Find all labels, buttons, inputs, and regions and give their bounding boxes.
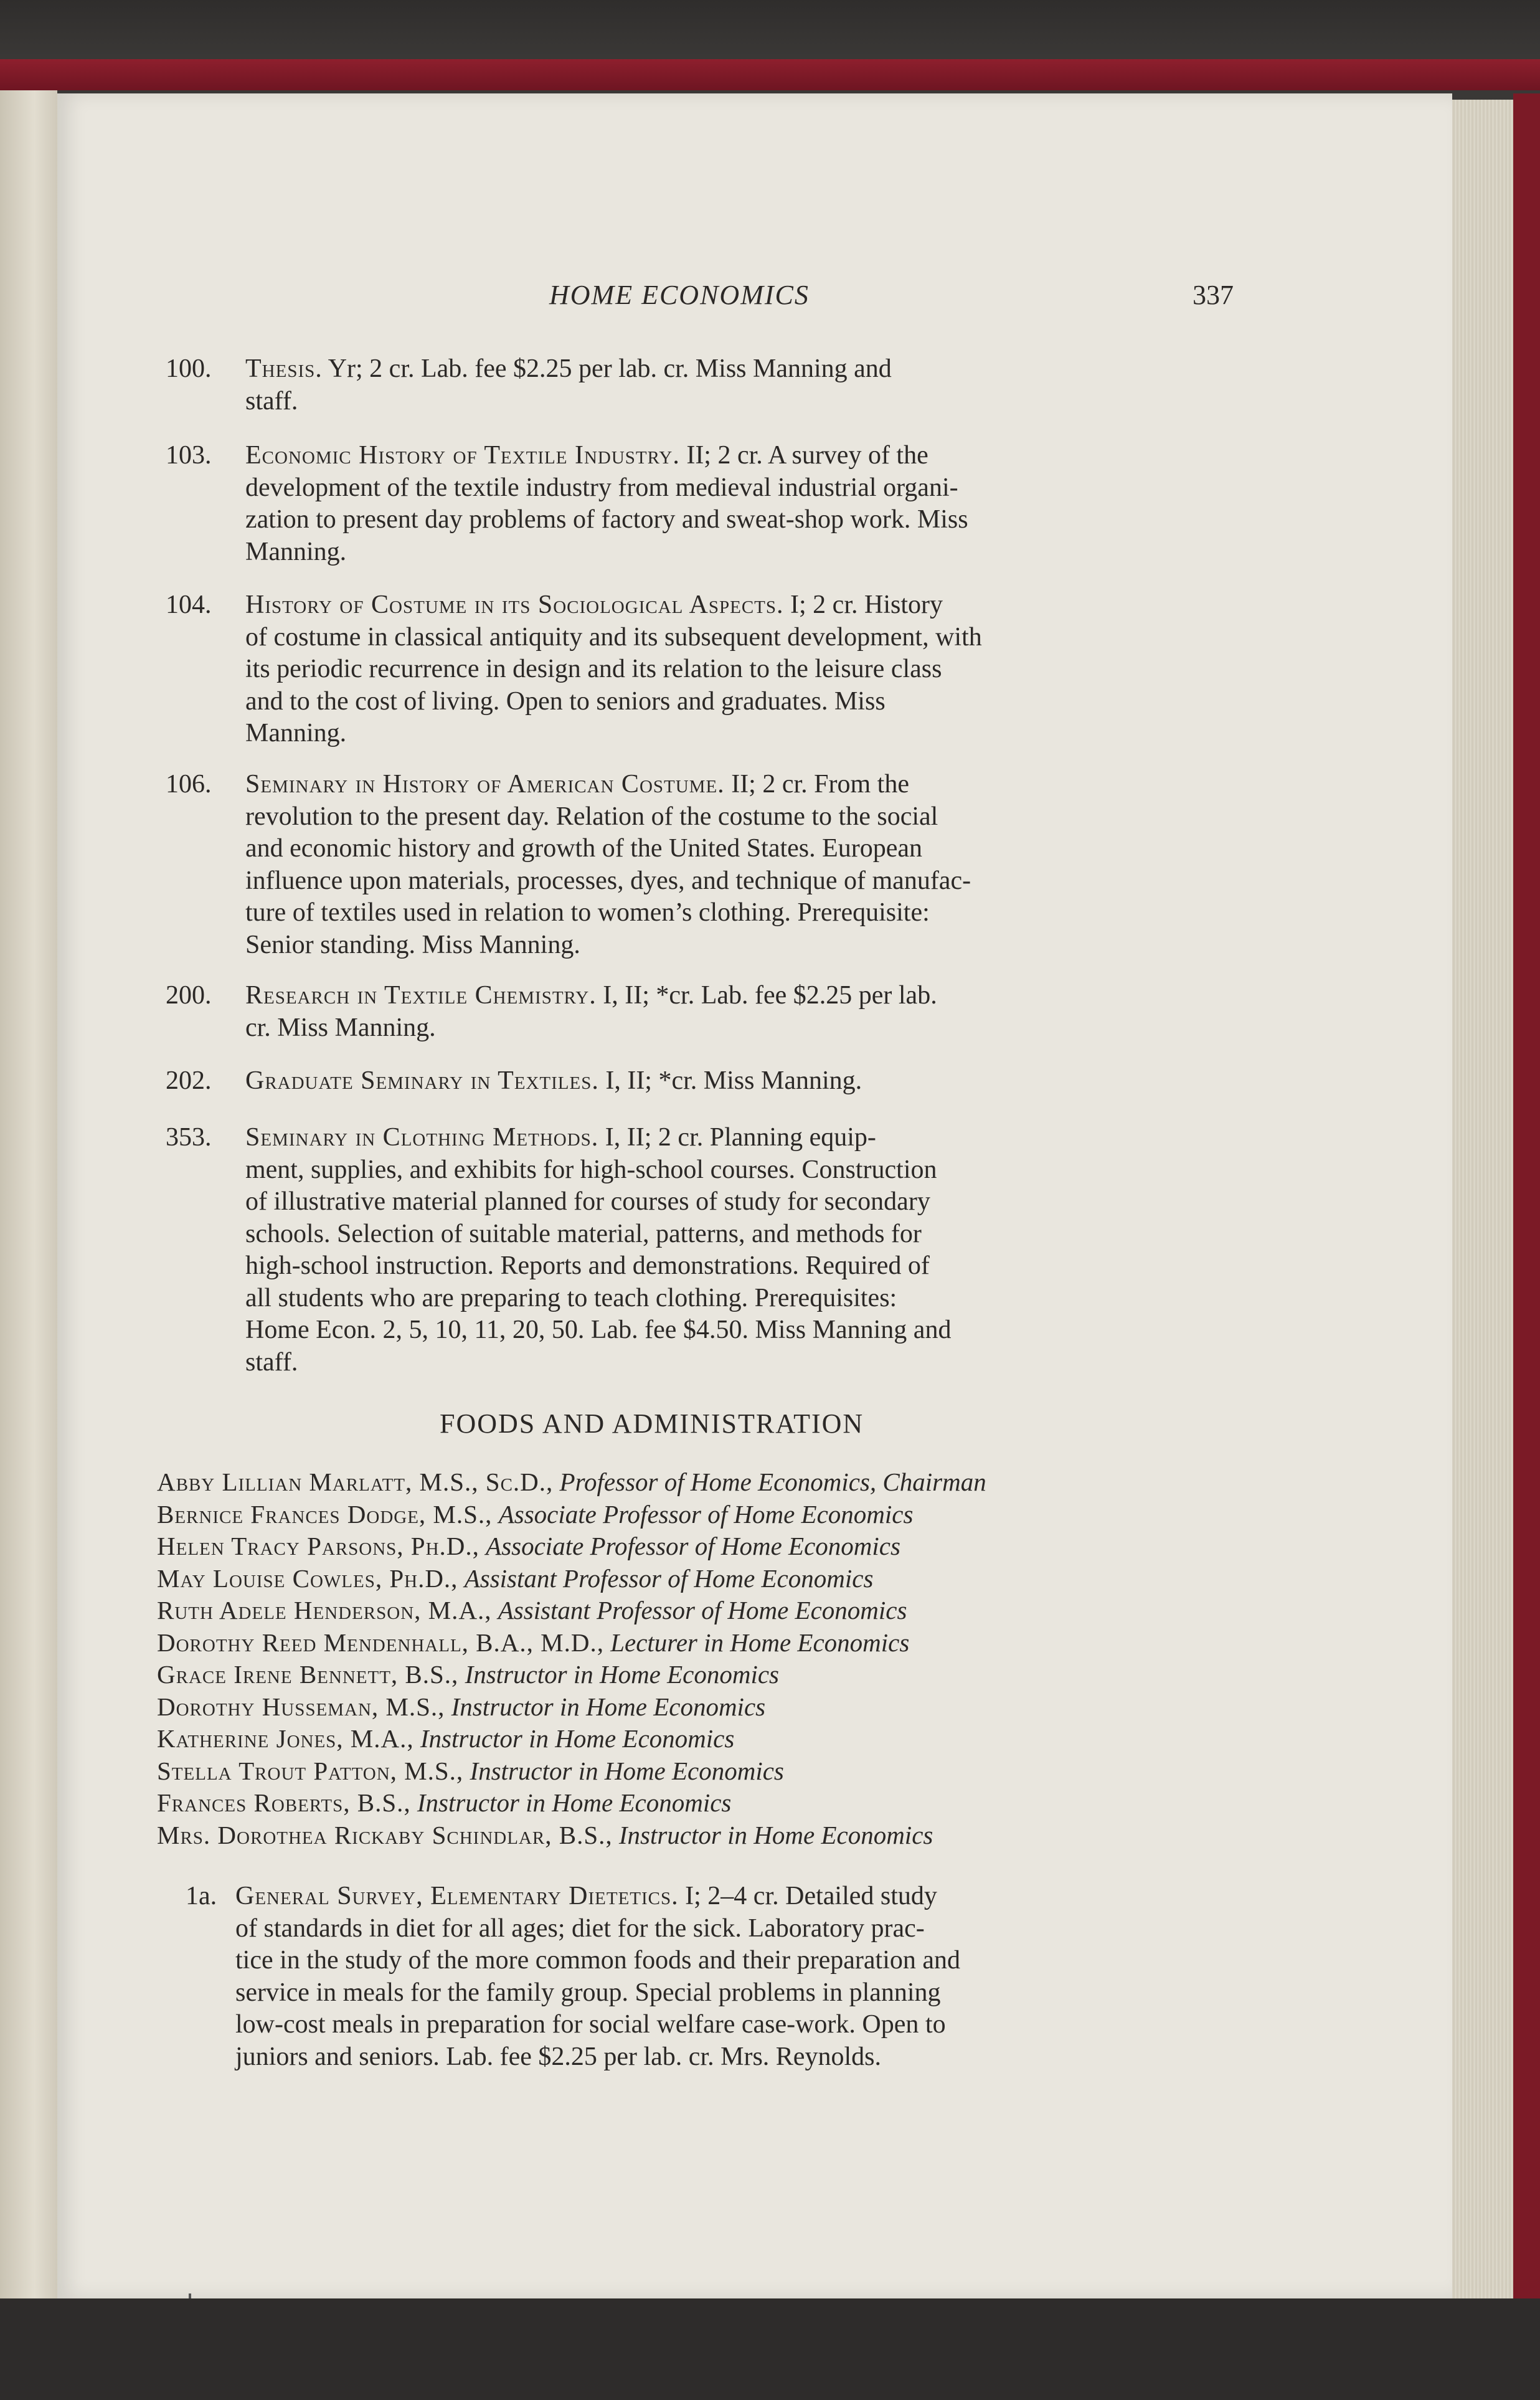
- course-line: of standards in diet for all ages; diet for the sick. Laboratory prac-: [235, 1914, 925, 1943]
- course-entry: [166, 589, 1241, 750]
- course-line: and to the cost of living. Open to seniors and graduates. Miss: [245, 686, 886, 716]
- faculty-row: [157, 1563, 1253, 1595]
- book-binding-band: [0, 59, 1540, 90]
- faculty-name: Grace Irene Bennett, B.S.,: [157, 1660, 459, 1689]
- course-line: I; 2 cr. History: [790, 591, 943, 619]
- course-line: low-cost meals in preparation for social welfare case-work. Open to: [235, 2010, 946, 2039]
- book-cover-bottom: [0, 2298, 1540, 2400]
- course-number: 1a.: [186, 1882, 217, 1910]
- course-number: 200.: [166, 981, 212, 1010]
- faculty-title: Instructor in Home Economics: [470, 1756, 784, 1785]
- course-number: 202.: [166, 1066, 212, 1095]
- faculty-row: [157, 1819, 1253, 1852]
- faculty-name: Frances Roberts, B.S.,: [157, 1788, 411, 1817]
- course-line: high-school instruction. Reports and demonstrations. Required of: [245, 1251, 930, 1280]
- course-number: 100.: [166, 354, 212, 383]
- faculty-title: Associate Professor of Home Economics: [498, 1499, 914, 1529]
- running-head-title: HOME ECONOMICS: [549, 280, 810, 310]
- ink-mark: [189, 2293, 191, 2298]
- course-number: 103.: [166, 441, 212, 470]
- faculty-row: [157, 1755, 1253, 1788]
- section-title: FOODS AND ADMINISTRATION: [440, 1408, 864, 1439]
- faculty-row: [157, 1627, 1253, 1659]
- faculty-row: [157, 1466, 1253, 1499]
- course-entry: [166, 353, 1241, 417]
- course-name: Seminary in Clothing Methods.: [245, 1123, 599, 1152]
- course-entry: [166, 980, 1241, 1044]
- faculty-name: Dorothy Husseman, M.S.,: [157, 1692, 445, 1721]
- course-name: History of Costume in its Sociological Aspects.: [245, 591, 784, 619]
- course-number: 106.: [166, 770, 212, 799]
- course-number: 353.: [166, 1123, 212, 1152]
- faculty-title: Professor of Home Economics, Chairman: [559, 1468, 986, 1496]
- course-line: all students who are preparing to teach clothing. Prerequisites:: [245, 1283, 897, 1312]
- course-entry: [166, 1122, 1241, 1378]
- faculty-name: Ruth Adele Henderson, M.A.,: [157, 1596, 492, 1625]
- faculty-name: Dorothy Reed Mendenhall, B.A., M.D.,: [157, 1628, 604, 1657]
- faculty-title: Lecturer in Home Economics: [610, 1628, 910, 1657]
- faculty-row: [157, 1595, 1253, 1627]
- course-line: Manning.: [245, 719, 347, 747]
- course-name: Thesis.: [245, 354, 323, 383]
- course-line: Manning.: [245, 537, 347, 566]
- course-line: I, II; 2 cr. Planning equip-: [605, 1123, 876, 1152]
- faculty-title: Instructor in Home Economics: [451, 1692, 766, 1721]
- faculty-title: Instructor in Home Economics: [465, 1660, 780, 1689]
- faculty-row: [157, 1787, 1253, 1819]
- faculty-title: Instructor in Home Economics: [618, 1820, 933, 1849]
- course-line: revolution to the present day. Relation of the costume to the social: [245, 802, 938, 831]
- left-page-edge: [0, 90, 57, 2302]
- course-line: II; 2 cr. A survey of the: [686, 441, 928, 470]
- page-number: 337: [1193, 280, 1234, 310]
- book-cover-top: [0, 0, 1540, 62]
- course-entry: [166, 440, 1241, 568]
- faculty-name: Stella Trout Patton, M.S.,: [157, 1756, 464, 1785]
- faculty-name: Mrs. Dorothea Rickaby Schindlar, B.S.,: [157, 1820, 613, 1849]
- section-heading: [440, 1408, 864, 1440]
- faculty-title: Instructor in Home Economics: [420, 1724, 735, 1753]
- faculty-title: Instructor in Home Economics: [417, 1788, 732, 1817]
- faculty-row: [157, 1691, 1253, 1724]
- course-line: ment, supplies, and exhibits for high-school courses. Construction: [245, 1155, 937, 1184]
- course-line: II; 2 cr. From the: [731, 770, 909, 799]
- course-line: juniors and seniors. Lab. fee $2.25 per lab. cr. Mrs. Reynolds.: [235, 2042, 881, 2071]
- course-line: staff.: [245, 1347, 298, 1377]
- faculty-title: Assistant Professor of Home Economics: [498, 1596, 907, 1625]
- course-number: 104.: [166, 591, 212, 619]
- course-line: of costume in classical antiquity and its subsequent development, with: [245, 622, 982, 652]
- course-line: I, II; *cr. Lab. fee $2.25 per lab.: [603, 981, 937, 1010]
- course-name: General Survey, Elementary Dietetics.: [235, 1882, 679, 1910]
- faculty-row: [157, 1530, 1253, 1563]
- faculty-row: [157, 1499, 1253, 1531]
- faculty-name: Katherine Jones, M.A.,: [157, 1724, 414, 1753]
- course-line: service in meals for the family group. Special problems in planning: [235, 1978, 941, 2007]
- running-head: [0, 279, 1540, 316]
- course-line: staff.: [245, 386, 298, 415]
- faculty-name: May Louise Cowles, Ph.D.,: [157, 1563, 458, 1593]
- course-entry: [166, 1065, 1241, 1098]
- course-line: influence upon materials, processes, dyes, and technique of manufac-: [245, 866, 971, 895]
- course-name: Graduate Seminary in Textiles.: [245, 1066, 599, 1095]
- faculty-row: [157, 1659, 1253, 1691]
- course-line: Senior standing. Miss Manning.: [245, 930, 580, 959]
- course-entry: [166, 769, 1241, 961]
- course-line: I, II; *cr. Miss Manning.: [605, 1066, 862, 1095]
- course-line: ture of textiles used in relation to women’s clothing. Prerequisite:: [245, 898, 930, 927]
- faculty-name: Bernice Frances Dodge, M.S.,: [157, 1499, 493, 1529]
- course-line: Home Econ. 2, 5, 10, 11, 20, 50. Lab. fee $4.50. Miss Manning and: [245, 1316, 952, 1344]
- faculty-list: [157, 1466, 1253, 1851]
- course-line: development of the textile industry from medieval industrial organi-: [245, 473, 958, 502]
- course-name: Research in Textile Chemistry.: [245, 981, 597, 1010]
- faculty-title: Associate Professor of Home Economics: [486, 1532, 900, 1560]
- course-name: Seminary in History of American Costume.: [245, 770, 725, 799]
- course-line: of illustrative material planned for courses of study for secondary: [245, 1187, 930, 1216]
- course-line: zation to present day problems of factory and sweat-shop work. Miss: [245, 505, 968, 534]
- course-line: tice in the study of the more common foods and their preparation and: [235, 1946, 961, 1975]
- cover-edge: [1513, 93, 1540, 2311]
- course-line: Yr; 2 cr. Lab. fee $2.25 per lab. cr. Miss Manning and: [328, 354, 892, 383]
- faculty-name: Helen Tracy Parsons, Ph.D.,: [157, 1532, 479, 1560]
- course-line: its periodic recurrence in design and its relation to the leisure class: [245, 655, 942, 683]
- course-line: and economic history and growth of the United States. European: [245, 834, 923, 863]
- course-entry: [186, 1881, 1244, 2073]
- course-name: Economic History of Textile Industry.: [245, 441, 680, 470]
- faculty-name: Abby Lillian Marlatt, M.S., Sc.D.,: [157, 1468, 554, 1496]
- course-line: I; 2–4 cr. Detailed study: [685, 1882, 937, 1910]
- faculty-row: [157, 1723, 1253, 1755]
- course-line: schools. Selection of suitable material, patterns, and methods for: [245, 1219, 922, 1248]
- course-line: cr. Miss Manning.: [245, 1013, 436, 1042]
- faculty-title: Assistant Professor of Home Economics: [464, 1563, 874, 1593]
